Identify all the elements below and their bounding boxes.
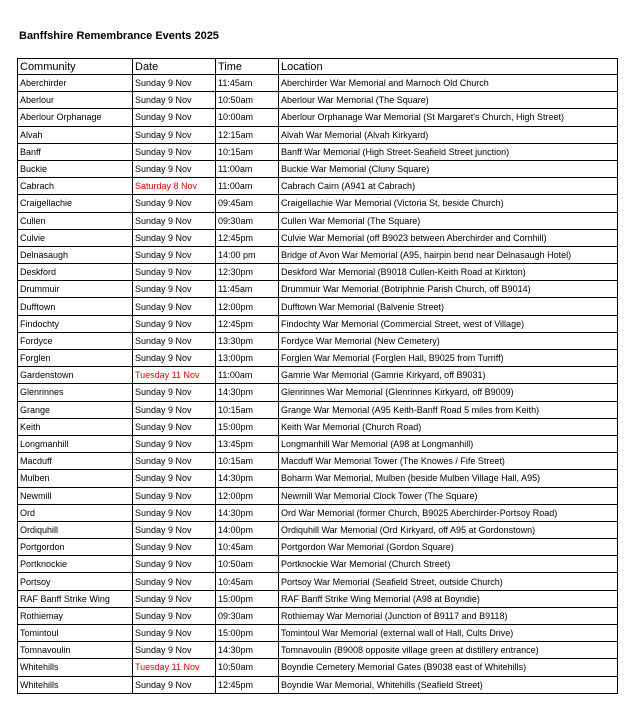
cell-time: 10:00am <box>216 109 279 126</box>
cell-date: Sunday 9 Nov <box>133 298 216 315</box>
table-row <box>18 264 618 281</box>
cell-location: Fordyce War Memorial (New Cemetery) <box>279 332 618 349</box>
cell-date: Sunday 9 Nov <box>133 435 216 452</box>
table-row <box>18 109 618 126</box>
cell-time: 12:30pm <box>216 264 279 281</box>
table-row <box>18 401 618 418</box>
cell-location: Banff War Memorial (High Street-Seafield Street junction) <box>279 143 618 160</box>
cell-date: Sunday 9 Nov <box>133 350 216 367</box>
cell-date: Sunday 9 Nov <box>133 109 216 126</box>
cell-time: 12:00pm <box>216 487 279 504</box>
cell-date: Sunday 9 Nov <box>133 590 216 607</box>
cell-community: Aberchirder <box>18 75 133 92</box>
table-row <box>18 75 618 92</box>
cell-date: Sunday 9 Nov <box>133 453 216 470</box>
cell-date: Sunday 9 Nov <box>133 625 216 642</box>
cell-date: Sunday 9 Nov <box>133 573 216 590</box>
cell-location: Boyndie Cemetery Memorial Gates (B9038 east of Whitehills) <box>279 659 618 676</box>
cell-location: Tomintoul War Memorial (external wall of Hall, Cults Drive) <box>279 625 618 642</box>
cell-location: Longmanhill War Memorial (A98 at Longmanhill) <box>279 435 618 452</box>
cell-time: 10:45am <box>216 539 279 556</box>
table-row <box>18 573 618 590</box>
cell-community: Deskford <box>18 264 133 281</box>
cell-community: Gardenstown <box>18 367 133 384</box>
table-row <box>18 556 618 573</box>
table-row <box>18 143 618 160</box>
cell-date: Sunday 9 Nov <box>133 470 216 487</box>
cell-time: 10:50am <box>216 556 279 573</box>
cell-community: Mulben <box>18 470 133 487</box>
cell-community: Culvie <box>18 229 133 246</box>
cell-community: Whitehills <box>18 659 133 676</box>
table-row <box>18 126 618 143</box>
table-row <box>18 418 618 435</box>
cell-date: Sunday 9 Nov <box>133 126 216 143</box>
cell-time: 09:30am <box>216 212 279 229</box>
cell-time: 11:00am <box>216 160 279 177</box>
cell-location: Gamrie War Memorial (Gamrie Kirkyard, off B9031) <box>279 367 618 384</box>
cell-date: Sunday 9 Nov <box>133 418 216 435</box>
cell-time: 11:45am <box>216 281 279 298</box>
table-row <box>18 315 618 332</box>
cell-community: Tomintoul <box>18 625 133 642</box>
cell-community: Whitehills <box>18 676 133 693</box>
cell-time: 10:50am <box>216 92 279 109</box>
cell-date: Saturday 8 Nov <box>133 178 216 195</box>
header-date: Date <box>133 59 216 75</box>
table-row <box>18 435 618 452</box>
cell-location: Aberlour Orphanage War Memorial (St Margaret's Church, High Street) <box>279 109 618 126</box>
cell-time: 15:00pm <box>216 625 279 642</box>
cell-location: Tomnavoulin (B9008 opposite village green at distillery entrance) <box>279 642 618 659</box>
cell-time: 12:45pm <box>216 315 279 332</box>
events-table <box>17 58 618 694</box>
table-row <box>18 607 618 624</box>
cell-community: Craigellachie <box>18 195 133 212</box>
cell-location: Grange War Memorial (A95 Keith-Banff Road 5 miles from Keith) <box>279 401 618 418</box>
cell-date: Sunday 9 Nov <box>133 607 216 624</box>
cell-community: Ord <box>18 504 133 521</box>
cell-location: Keith War Memorial (Church Road) <box>279 418 618 435</box>
table-row <box>18 453 618 470</box>
cell-location: Newmill War Memorial Clock Tower (The Square) <box>279 487 618 504</box>
table-row <box>18 625 618 642</box>
cell-location: Ord War Memorial (former Church, B9025 Aberchirder-Portsoy Road) <box>279 504 618 521</box>
cell-community: Forglen <box>18 350 133 367</box>
cell-time: 10:15am <box>216 453 279 470</box>
cell-time: 12:45pm <box>216 676 279 693</box>
cell-community: Buckie <box>18 160 133 177</box>
cell-time: 13:30pm <box>216 332 279 349</box>
cell-community: Longmanhill <box>18 435 133 452</box>
table-row <box>18 195 618 212</box>
cell-date: Sunday 9 Nov <box>133 504 216 521</box>
cell-location: Cullen War Memorial (The Square) <box>279 212 618 229</box>
document-title: Banffshire Remembrance Events 2025 <box>19 30 219 42</box>
table-row <box>18 92 618 109</box>
cell-time: 10:50am <box>216 659 279 676</box>
cell-location: Alvah War Memorial (Alvah Kirkyard) <box>279 126 618 143</box>
cell-location: Drummuir War Memorial (Botriphnie Parish Church, off B9014) <box>279 281 618 298</box>
cell-community: Ordiquhill <box>18 521 133 538</box>
cell-time: 10:15am <box>216 401 279 418</box>
cell-date: Sunday 9 Nov <box>133 315 216 332</box>
cell-community: Dufftown <box>18 298 133 315</box>
header-row <box>18 59 618 75</box>
cell-community: Glenrinnes <box>18 384 133 401</box>
cell-date: Sunday 9 Nov <box>133 401 216 418</box>
table-row <box>18 659 618 676</box>
cell-time: 13:00pm <box>216 350 279 367</box>
cell-date: Sunday 9 Nov <box>133 264 216 281</box>
cell-community: Alvah <box>18 126 133 143</box>
header-community: Community <box>18 59 133 75</box>
cell-location: Boyndie War Memorial, Whitehills (Seafield Street) <box>279 676 618 693</box>
cell-location: Bridge of Avon War Memorial (A95, hairpin bend near Delnasaugh Hotel) <box>279 246 618 263</box>
cell-time: 12:00pm <box>216 298 279 315</box>
cell-time: 14:30pm <box>216 504 279 521</box>
cell-location: Macduff War Memorial Tower (The Knowes / Fife Street) <box>279 453 618 470</box>
cell-time: 11:00am <box>216 178 279 195</box>
table-row <box>18 332 618 349</box>
cell-time: 12:45pm <box>216 229 279 246</box>
cell-date: Tuesday 11 Nov <box>133 367 216 384</box>
cell-date: Sunday 9 Nov <box>133 281 216 298</box>
cell-location: RAF Banff Strike Wing Memorial (A98 at Boyndie) <box>279 590 618 607</box>
table-row <box>18 470 618 487</box>
table-row <box>18 298 618 315</box>
cell-date: Sunday 9 Nov <box>133 384 216 401</box>
cell-location: Ordiquhill War Memorial (Ord Kirkyard, off A95 at Gordonstown) <box>279 521 618 538</box>
cell-location: Rothiemay War Memorial (Junction of B9117 and B9118) <box>279 607 618 624</box>
cell-location: Aberlour War Memorial (The Square) <box>279 92 618 109</box>
table-row <box>18 539 618 556</box>
table-row <box>18 384 618 401</box>
cell-community: Cullen <box>18 212 133 229</box>
cell-community: RAF Banff Strike Wing <box>18 590 133 607</box>
cell-community: Fordyce <box>18 332 133 349</box>
cell-location: Buckie War Memorial (Cluny Square) <box>279 160 618 177</box>
cell-community: Aberlour <box>18 92 133 109</box>
table-row <box>18 642 618 659</box>
cell-community: Banff <box>18 143 133 160</box>
cell-time: 11:45am <box>216 75 279 92</box>
cell-location: Craigellachie War Memorial (Victoria St, beside Church) <box>279 195 618 212</box>
table-row <box>18 160 618 177</box>
table-row <box>18 590 618 607</box>
cell-date: Sunday 9 Nov <box>133 195 216 212</box>
cell-location: Findochty War Memorial (Commercial Street, west of Village) <box>279 315 618 332</box>
cell-community: Rothiemay <box>18 607 133 624</box>
cell-date: Sunday 9 Nov <box>133 246 216 263</box>
cell-community: Portknockie <box>18 556 133 573</box>
cell-community: Aberlour Orphanage <box>18 109 133 126</box>
cell-date: Sunday 9 Nov <box>133 229 216 246</box>
cell-community: Drummuir <box>18 281 133 298</box>
cell-location: Boharm War Memorial, Mulben (beside Mulben Village Hall, A95) <box>279 470 618 487</box>
cell-location: Portgordon War Memorial (Gordon Square) <box>279 539 618 556</box>
cell-time: 09:30am <box>216 607 279 624</box>
cell-community: Portsoy <box>18 573 133 590</box>
table-row <box>18 676 618 693</box>
cell-location: Dufftown War Memorial (Balvenie Street) <box>279 298 618 315</box>
table-row <box>18 504 618 521</box>
cell-time: 14:00pm <box>216 521 279 538</box>
cell-location: Forglen War Memorial (Forglen Hall, B9025 from Turriff) <box>279 350 618 367</box>
cell-location: Portsoy War Memorial (Seafield Street, outside Church) <box>279 573 618 590</box>
cell-location: Deskford War Memorial (B9018 Cullen-Keith Road at Kirkton) <box>279 264 618 281</box>
cell-date: Sunday 9 Nov <box>133 143 216 160</box>
cell-date: Sunday 9 Nov <box>133 521 216 538</box>
cell-time: 10:45am <box>216 573 279 590</box>
cell-time: 11:00am <box>216 367 279 384</box>
cell-date: Sunday 9 Nov <box>133 332 216 349</box>
table-row <box>18 487 618 504</box>
cell-time: 15:00pm <box>216 418 279 435</box>
cell-date: Sunday 9 Nov <box>133 539 216 556</box>
cell-date: Sunday 9 Nov <box>133 92 216 109</box>
cell-location: Cabrach Cairn (A941 at Cabrach) <box>279 178 618 195</box>
cell-time: 14:30pm <box>216 384 279 401</box>
cell-community: Findochty <box>18 315 133 332</box>
table-row <box>18 246 618 263</box>
cell-community: Keith <box>18 418 133 435</box>
cell-date: Sunday 9 Nov <box>133 160 216 177</box>
cell-date: Sunday 9 Nov <box>133 642 216 659</box>
cell-time: 14:00 pm <box>216 246 279 263</box>
cell-location: Aberchirder War Memorial and Marnoch Old Church <box>279 75 618 92</box>
cell-time: 09:45am <box>216 195 279 212</box>
cell-community: Cabrach <box>18 178 133 195</box>
cell-community: Newmill <box>18 487 133 504</box>
table-row <box>18 367 618 384</box>
cell-time: 13:45pm <box>216 435 279 452</box>
cell-date: Sunday 9 Nov <box>133 556 216 573</box>
table-row <box>18 229 618 246</box>
cell-location: Portknockie War Memorial (Church Street) <box>279 556 618 573</box>
table-row <box>18 178 618 195</box>
cell-community: Portgordon <box>18 539 133 556</box>
header-location: Location <box>279 59 618 75</box>
cell-community: Macduff <box>18 453 133 470</box>
cell-time: 12:15am <box>216 126 279 143</box>
cell-time: 15:00pm <box>216 590 279 607</box>
cell-time: 14:30pm <box>216 642 279 659</box>
cell-time: 14:30pm <box>216 470 279 487</box>
cell-community: Delnasaugh <box>18 246 133 263</box>
cell-time: 10:15am <box>216 143 279 160</box>
cell-community: Tomnavoulin <box>18 642 133 659</box>
cell-date: Sunday 9 Nov <box>133 75 216 92</box>
cell-location: Culvie War Memorial (off B9023 between Aberchirder and Cornhill) <box>279 229 618 246</box>
cell-community: Grange <box>18 401 133 418</box>
cell-date: Sunday 9 Nov <box>133 487 216 504</box>
cell-date: Sunday 9 Nov <box>133 676 216 693</box>
table-row <box>18 350 618 367</box>
header-time: Time <box>216 59 279 75</box>
cell-date: Sunday 9 Nov <box>133 212 216 229</box>
table-row <box>18 212 618 229</box>
cell-location: Glenrinnes War Memorial (Glenrinnes Kirkyard, off B9009) <box>279 384 618 401</box>
cell-date: Tuesday 11 Nov <box>133 659 216 676</box>
table-row <box>18 281 618 298</box>
table-row <box>18 521 618 538</box>
